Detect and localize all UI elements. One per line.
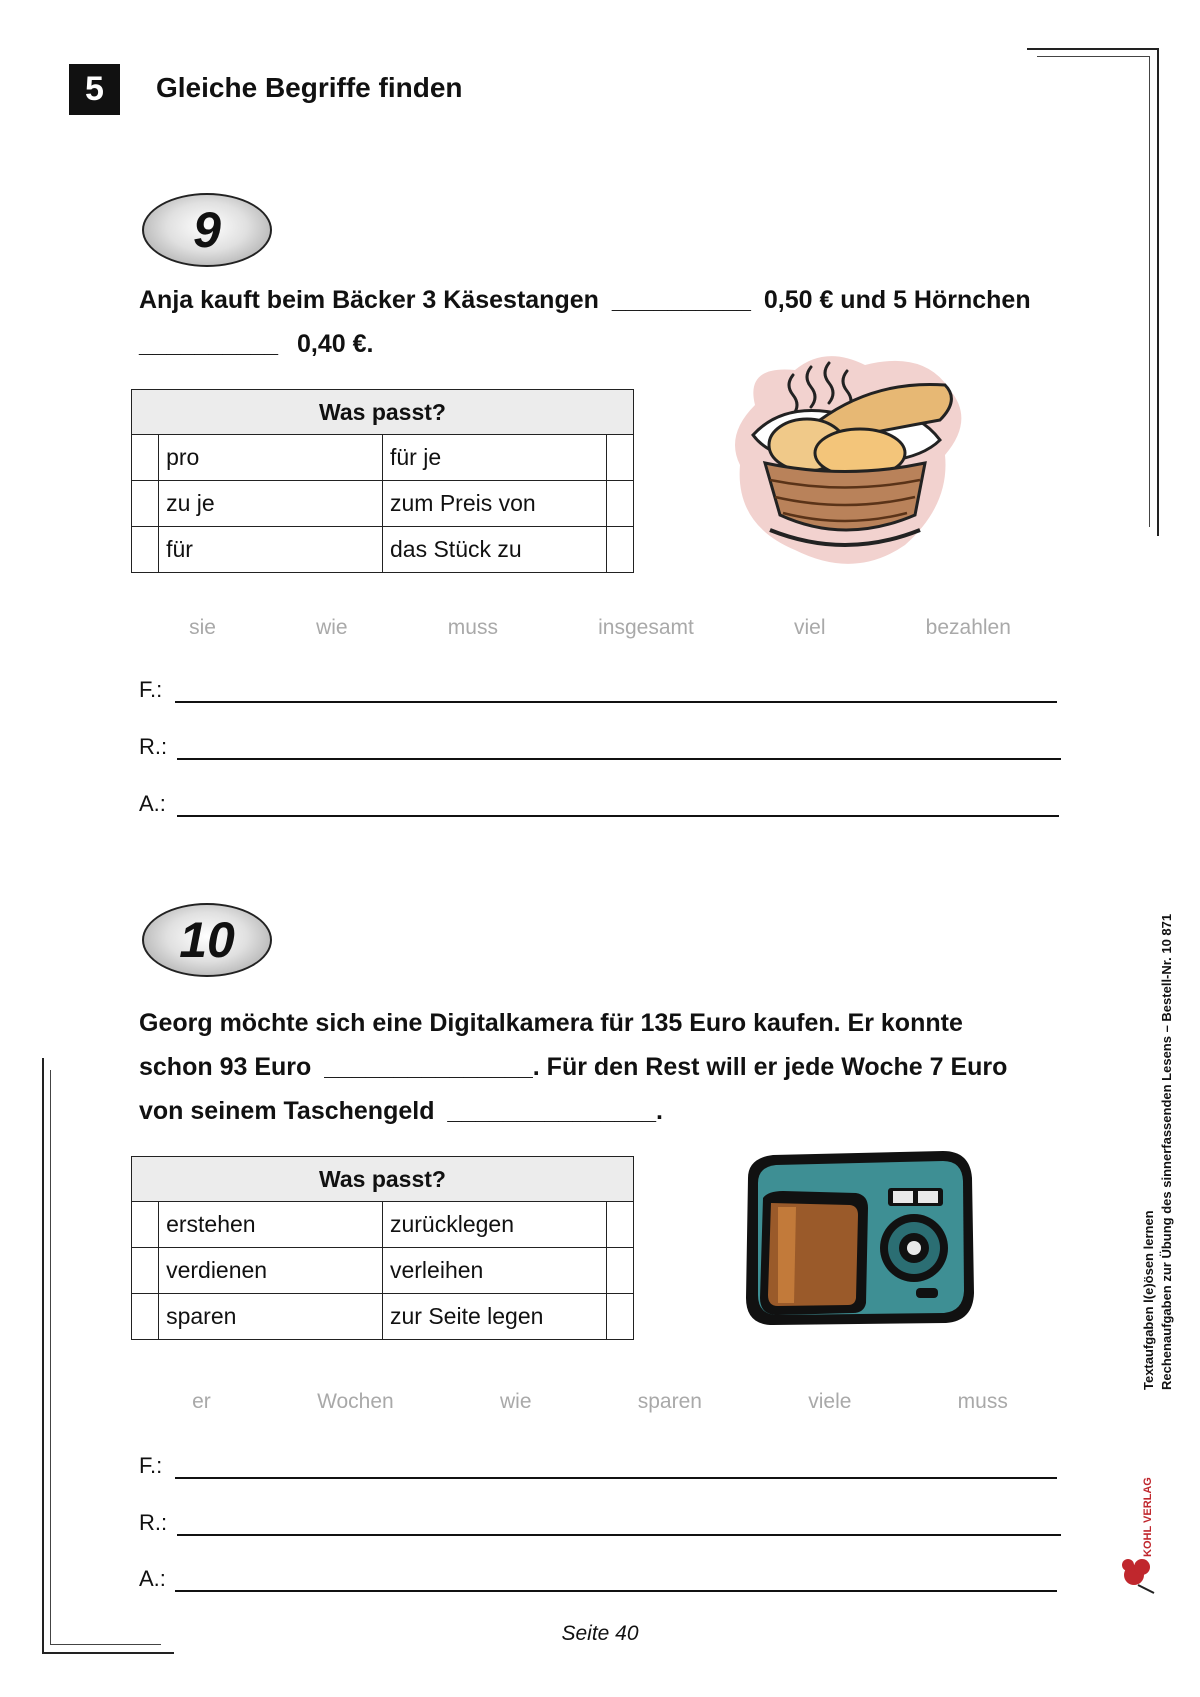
task-10-text [139, 1001, 1099, 1133]
word-chip: muss [447, 616, 498, 639]
table-row [132, 527, 634, 573]
task-10-line2-b: . Für den Rest will er jede Woche 7 Euro [532, 1053, 1008, 1081]
task-9-line1-a: Anja kauft beim Bäcker 3 Käsestangen [139, 286, 599, 314]
task-9-blank-2[interactable]: __________ [139, 330, 279, 358]
bread-basket-icon [725, 345, 970, 570]
checkbox-cell[interactable] [132, 435, 159, 481]
answer-line-question[interactable] [139, 1453, 1059, 1483]
checkbox-cell[interactable] [606, 481, 633, 527]
word-chip: er [192, 1390, 211, 1413]
checkbox-cell[interactable] [606, 527, 633, 573]
option-cell: sparen [159, 1294, 383, 1340]
checkbox-cell[interactable] [606, 1294, 633, 1340]
table-row [132, 481, 634, 527]
table-row [132, 1202, 634, 1248]
answer-label: A.: [139, 1566, 166, 1591]
option-cell: zurücklegen [382, 1202, 606, 1248]
word-chip: wie [316, 616, 348, 639]
word-chip: muss [957, 1390, 1008, 1413]
option-cell: verleihen [382, 1248, 606, 1294]
answer-label: R.: [139, 1510, 168, 1535]
answer-line-calculation[interactable] [139, 1510, 1059, 1540]
option-cell: verdienen [159, 1248, 383, 1294]
word-chip: viel [793, 616, 826, 639]
task-9-word-bank [139, 616, 1061, 640]
word-chip: wie [499, 1390, 532, 1413]
task-9-number: 9 [142, 193, 272, 267]
word-chip: Wochen [317, 1390, 394, 1413]
option-cell: zu je [159, 481, 383, 527]
checkbox-cell[interactable] [132, 1294, 159, 1340]
option-cell: das Stück zu [382, 527, 606, 573]
word-chip: bezahlen [925, 616, 1011, 639]
task-9-blank-1[interactable]: __________ [611, 286, 751, 314]
task-10-line3-a: von seinem Taschengeld [139, 1097, 435, 1125]
task-10-word-bank [139, 1390, 1061, 1414]
checkbox-cell[interactable] [606, 1248, 633, 1294]
checkbox-cell[interactable] [132, 1248, 159, 1294]
task-10-line2-a: schon 93 Euro [139, 1053, 312, 1081]
table-header: Was passt? [132, 390, 634, 435]
camera-icon [738, 1143, 978, 1328]
option-cell: für je [382, 435, 606, 481]
option-cell: pro [159, 435, 383, 481]
task-10-blank-1[interactable]: _______________ [324, 1053, 533, 1081]
checkbox-cell[interactable] [606, 1202, 633, 1248]
publisher-logo [1120, 1477, 1165, 1595]
publisher-name: KOHL VERLAG [1142, 1477, 1154, 1557]
word-chip: insgesamt [598, 616, 694, 639]
answer-line-calculation[interactable] [139, 734, 1059, 764]
chapter-title: Gleiche Begriffe finden [156, 72, 463, 103]
word-chip: sparen [637, 1390, 702, 1413]
chapter-number: 5 [69, 64, 120, 115]
table-row [132, 1248, 634, 1294]
option-cell: für [159, 527, 383, 573]
side-credit [1140, 914, 1176, 1390]
checkbox-cell[interactable] [606, 435, 633, 481]
table-header: Was passt? [132, 1157, 634, 1202]
option-cell: zur Seite legen [382, 1294, 606, 1340]
table-row [132, 435, 634, 481]
side-credit-line1: Textaufgaben l(e)ösen lernen [1141, 1210, 1156, 1390]
task-10-number: 10 [142, 903, 272, 977]
answer-line-question[interactable] [139, 677, 1059, 707]
checkbox-cell[interactable] [132, 527, 159, 573]
task-10-blank-2[interactable]: _______________ [447, 1097, 656, 1125]
answer-label: F.: [139, 677, 163, 702]
answer-label: A.: [139, 791, 166, 816]
checkbox-cell[interactable] [132, 1202, 159, 1248]
side-credit-line2: Rechenaufgaben zur Übung des sinnerfassenden Lesens – Bestell-Nr. 10 871 [1159, 913, 1174, 1390]
task-9-choice-table [131, 389, 634, 573]
task-9-line1-b: 0,50 € und 5 Hörnchen [763, 286, 1031, 314]
word-chip: sie [189, 616, 216, 639]
option-cell: erstehen [159, 1202, 383, 1248]
page-number: Seite 40 [561, 1622, 639, 1645]
table-row [132, 1294, 634, 1340]
option-cell: zum Preis von [382, 481, 606, 527]
answer-label: F.: [139, 1453, 163, 1478]
task-10-line3-b: . [655, 1097, 663, 1125]
task-10-line1: Georg möchte sich eine Digitalkamera für 135 Euro kaufen. Er konnte [139, 1009, 963, 1037]
word-chip: viele [808, 1390, 852, 1413]
task-10-choice-table [131, 1156, 634, 1340]
answer-line-answer[interactable] [139, 1566, 1059, 1596]
checkbox-cell[interactable] [132, 481, 159, 527]
answer-line-answer[interactable] [139, 791, 1059, 821]
answer-label: R.: [139, 734, 168, 759]
task-9-line2-b: 0,40 €. [297, 330, 374, 358]
